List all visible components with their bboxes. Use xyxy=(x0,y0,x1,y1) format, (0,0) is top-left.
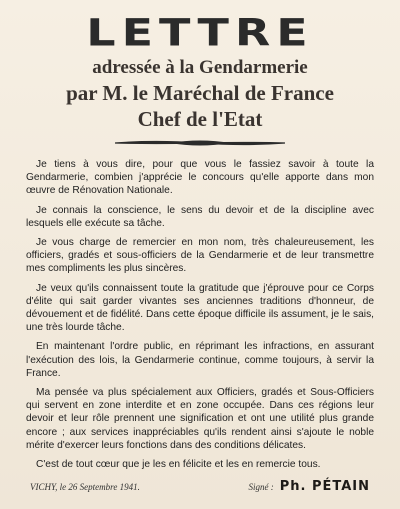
place-date: VICHY, le 26 Septembre 1941. xyxy=(30,482,140,493)
paragraph-2: Je connais la conscience, le sens du devoir et de la discipline avec lesquels elle exécute sa tâche. xyxy=(26,204,374,229)
subtitle-author: par M. le Maréchal de France xyxy=(66,81,334,105)
letter-body xyxy=(22,158,378,471)
paragraph-1: Je tiens à vous dire, pour que vous le fassiez savoir à toute la Gendarmerie, combien j'apprécie le concours qu'elle apporte dans mon œuvre de Rénovation Nationale. xyxy=(26,159,374,197)
divider-ornament xyxy=(22,138,378,148)
signature-block xyxy=(248,479,370,494)
paragraph-4: Je veux qu'ils connaissent toute la gratitude que j'éprouve pour ce Corps d'élite qui sait garder vivantes ses anciennes traditions d'honneur, de dévouement et de fidélité. Dans cette époque difficile ils assument, je le sais, une très lourde tâche. xyxy=(26,282,374,334)
subtitle-addressee: adressée à la Gendarmerie xyxy=(92,57,308,78)
ornament-rule-icon xyxy=(115,138,285,148)
letter-footer xyxy=(22,479,378,494)
paragraph-6: Ma pensée va plus spécialement aux Officiers, gradés et Sous-Officiers qui servent en zone interdite et en zone occupée. Dans ces régions leur devoir et leur rôle prennent une signification et ont une utilité plus grande encore ; aux services inappréciables qu'ils rendent ainsi s'ajoute le noble mérite d'exercer leurs fonctions dans des conditions délicates. xyxy=(26,387,374,451)
paragraph-7: C'est de tout cœur que je les en félicite et les en remercie tous. xyxy=(36,459,321,471)
signed-label: Signé : xyxy=(248,482,274,493)
signature-name: Ph. PÉTAIN xyxy=(279,479,370,495)
subtitle-role: Chef de l'Etat xyxy=(137,107,263,131)
paragraph-5: En maintenant l'ordre public, en réprimant les infractions, en assurant l'exécution des lois, la Gendarmerie continue, comme toujours, à servir la France. xyxy=(26,341,374,379)
paragraph-3: Je vous charge de remercier en mon nom, très chaleureusement, les officiers, gradés et sous-officiers de la Gendarmerie et de leur transmettre mes compliments les plus sincères. xyxy=(26,237,374,275)
document-title: LETTRE xyxy=(86,10,314,55)
